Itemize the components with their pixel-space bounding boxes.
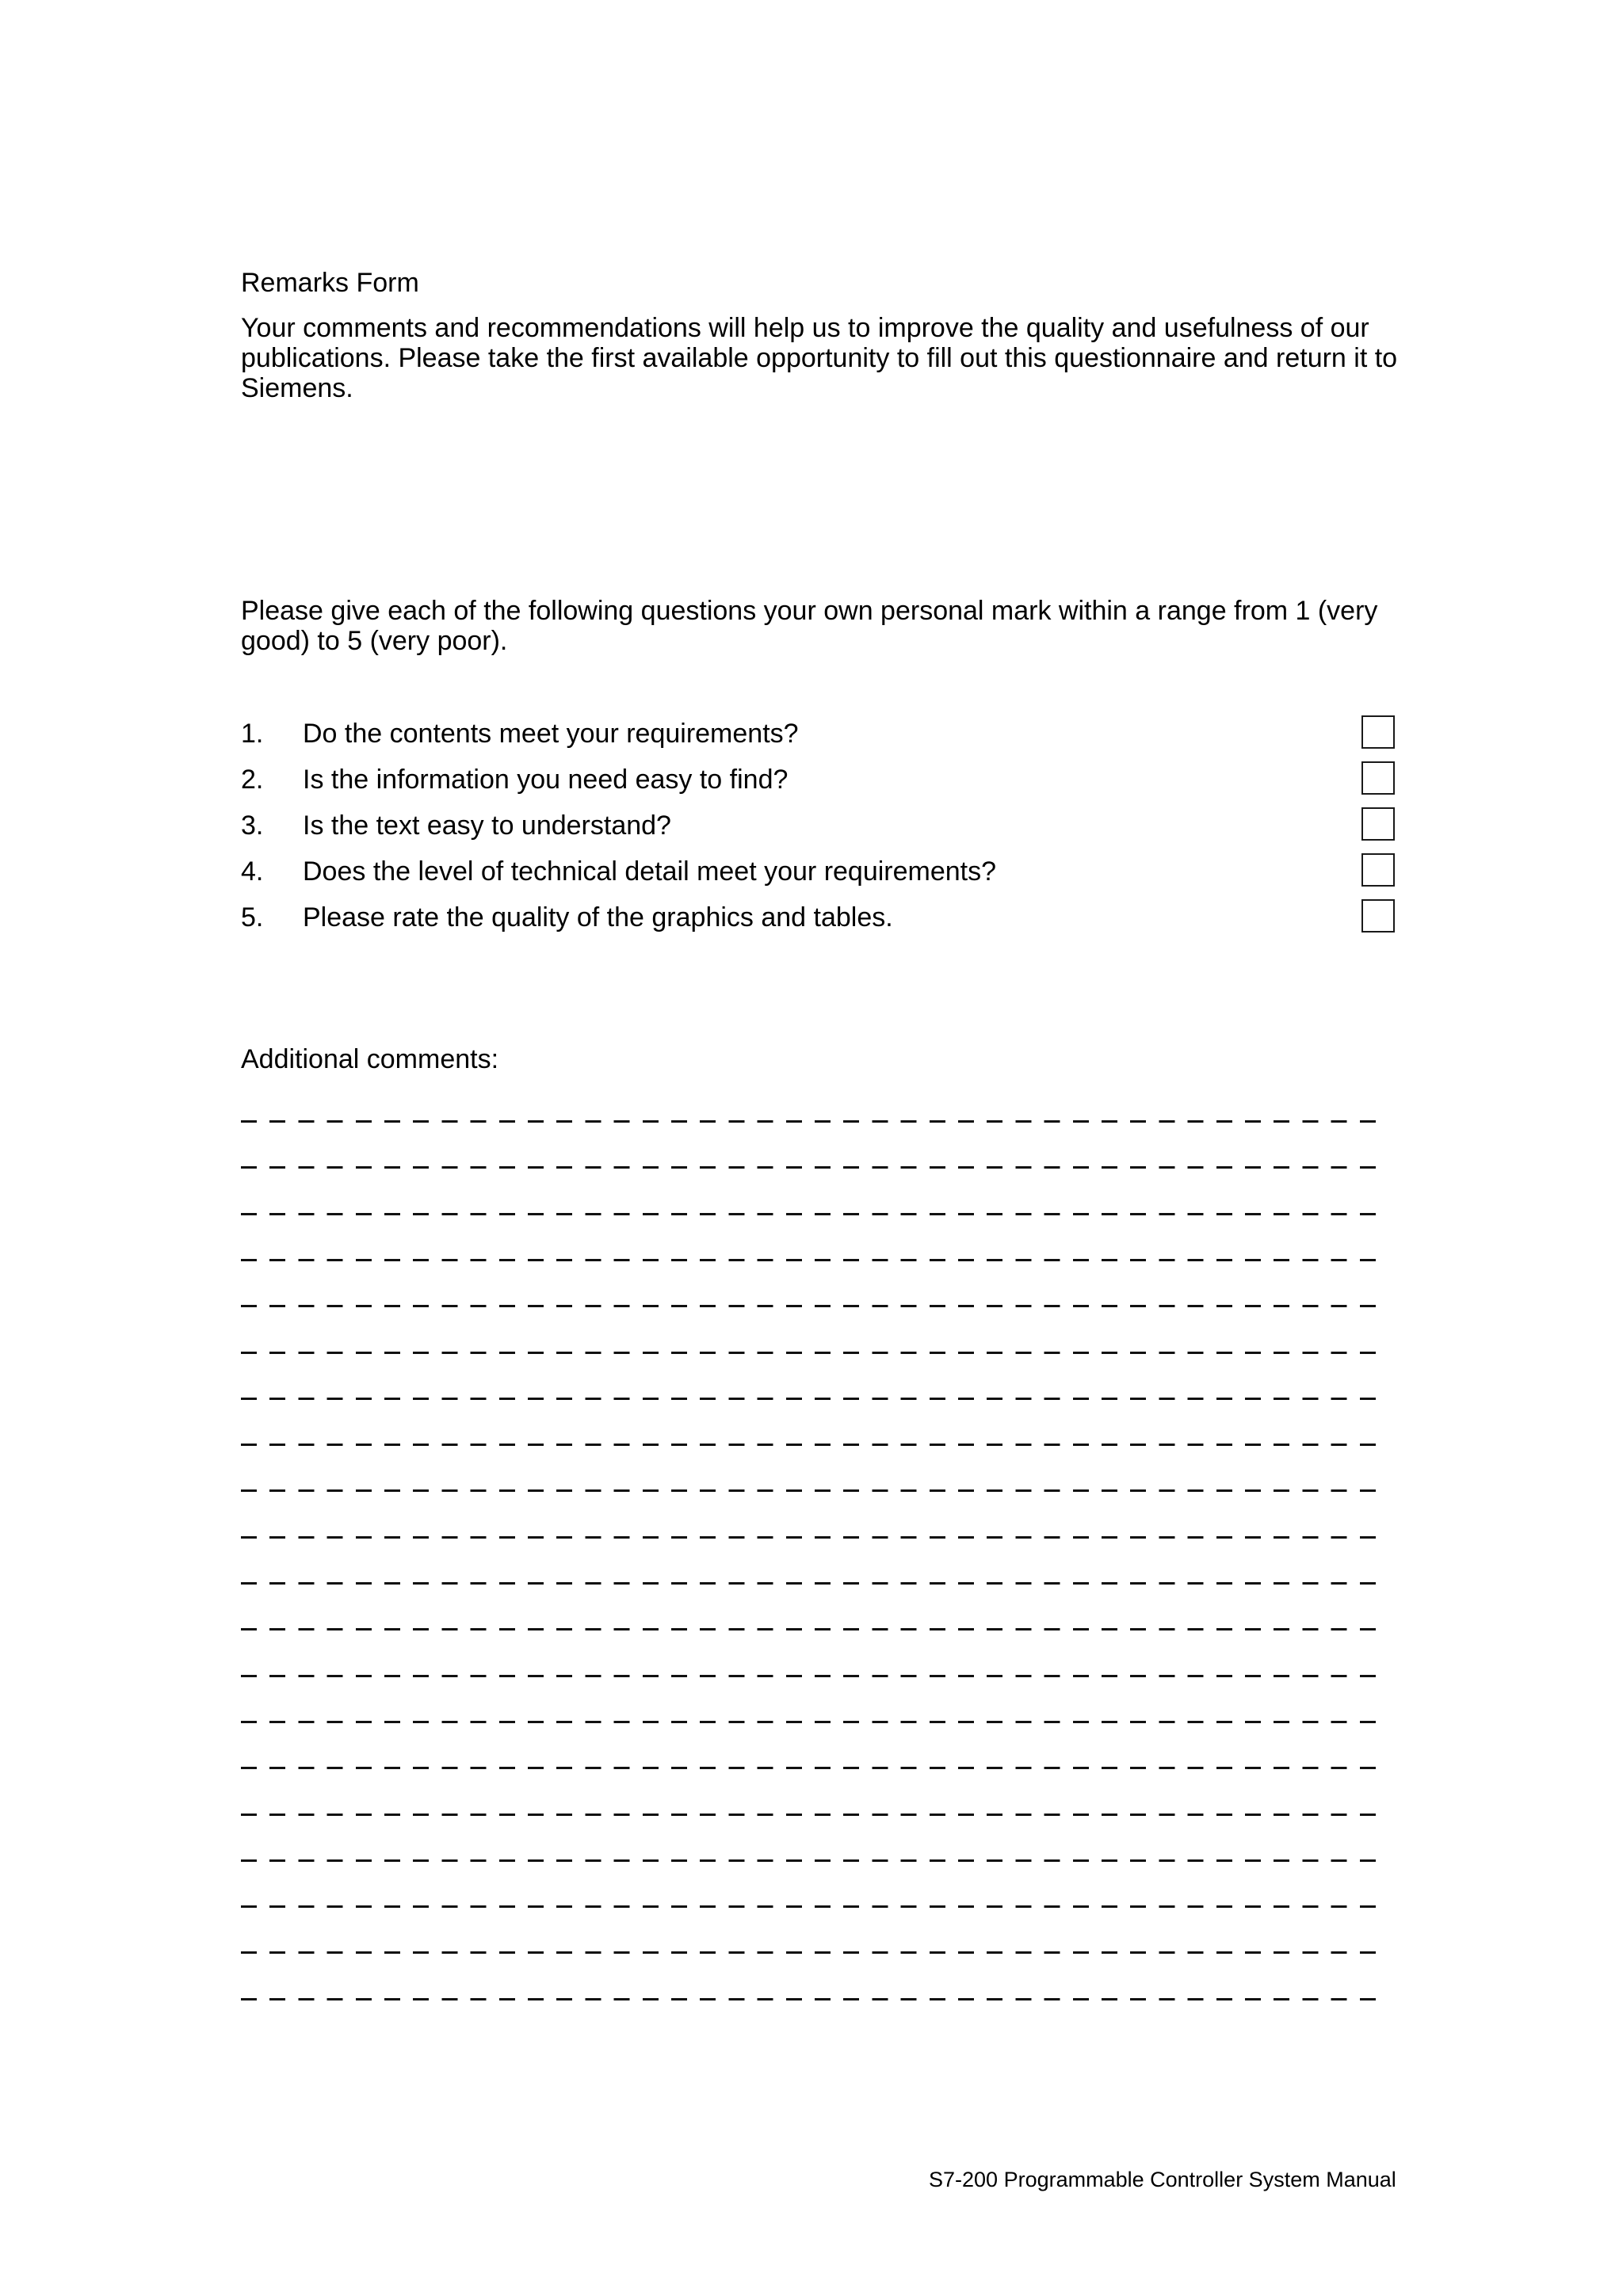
question-number: 3.	[241, 810, 264, 841]
comment-line[interactable]	[241, 1536, 1388, 1539]
footer-manual-title: S7-200 Programmable Controller System Manual	[929, 2168, 1396, 2191]
comment-line[interactable]	[241, 1998, 1388, 2000]
question-number: 2.	[241, 765, 264, 795]
form-title: Remarks Form	[241, 268, 419, 298]
comment-line[interactable]	[241, 1166, 1388, 1169]
comment-line[interactable]	[241, 1352, 1388, 1354]
comment-line[interactable]	[241, 1675, 1388, 1677]
comment-line[interactable]	[241, 1628, 1388, 1630]
comment-line[interactable]	[241, 1905, 1388, 1908]
comment-line[interactable]	[241, 1721, 1388, 1723]
question-text: Is the information you need easy to find?	[303, 765, 789, 795]
comment-line[interactable]	[241, 1398, 1388, 1400]
question-number: 4.	[241, 856, 264, 887]
rating-instructions: Please give each of the following questions your own personal mark within a range from 1 (very good) to 5 (very poor).	[241, 596, 1378, 656]
comment-line[interactable]	[241, 1120, 1388, 1123]
comment-line[interactable]	[241, 1951, 1388, 1954]
question-number: 5.	[241, 902, 264, 933]
intro-paragraph: Your comments and recommendations will help us to improve the quality and usefulness of our publications. Please take the first available opportunity to fill out this questionnaire and return it to Siemens.	[241, 313, 1398, 403]
question-text: Please rate the quality of the graphics and tables.	[303, 902, 893, 933]
comment-line[interactable]	[241, 1259, 1388, 1261]
rating-checkbox[interactable]	[1361, 761, 1395, 795]
rating-checkbox[interactable]	[1361, 853, 1395, 887]
comment-line[interactable]	[241, 1582, 1388, 1585]
comment-line[interactable]	[241, 1444, 1388, 1446]
comment-line[interactable]	[241, 1489, 1388, 1492]
rating-checkbox[interactable]	[1361, 715, 1395, 749]
comment-line[interactable]	[241, 1767, 1388, 1769]
question-number: 1.	[241, 719, 264, 749]
comment-line[interactable]	[241, 1814, 1388, 1816]
rating-checkbox[interactable]	[1361, 807, 1395, 841]
rating-checkbox[interactable]	[1361, 899, 1395, 933]
comment-line[interactable]	[241, 1213, 1388, 1215]
question-text: Do the contents meet your requirements?	[303, 719, 799, 749]
question-text: Does the level of technical detail meet your requirements?	[303, 856, 997, 887]
comment-line[interactable]	[241, 1305, 1388, 1307]
comment-line[interactable]	[241, 1859, 1388, 1862]
question-text: Is the text easy to understand?	[303, 810, 671, 841]
additional-comments-label: Additional comments:	[241, 1044, 499, 1074]
